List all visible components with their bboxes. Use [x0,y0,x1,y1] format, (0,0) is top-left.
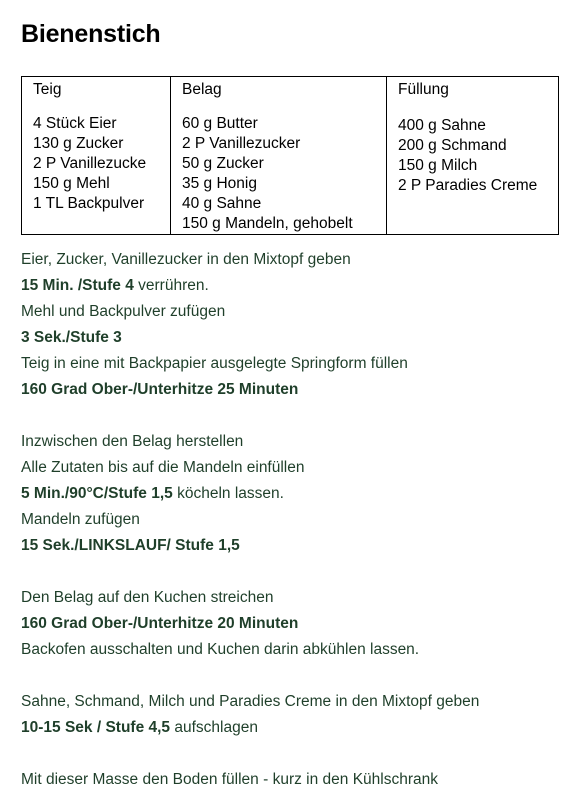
ingredient-item: 400 g Sahne [398,117,486,134]
column-belag [171,77,387,235]
table-row [22,77,559,235]
column-header: Teig [33,81,62,98]
step-line [21,611,561,637]
step-text: Mandeln zufügen [21,511,140,528]
ingredient-item: 2 P Paradies Creme [398,177,538,194]
column-teig [22,77,171,235]
ingredient-item: 150 g Mandeln, gehobelt [182,215,353,232]
ingredient-item: 4 Stück Eier [33,115,117,132]
step-text: Inzwischen den Belag herstellen [21,433,244,450]
ingredient-item: 40 g Sahne [182,195,262,212]
step-emphasis: 160 Grad Ober-/Unterhitze 20 Minuten [21,615,299,632]
step-text: Mit dieser Masse den Boden füllen - kurz in den Kühlschrank [21,771,438,788]
step-text: köcheln lassen. [172,485,284,502]
instructions [21,247,561,793]
step-line [21,273,561,299]
step-emphasis: 3 Sek./Stufe 3 [21,329,122,346]
ingredient-list [182,114,386,234]
step-line [21,325,561,351]
step-line [21,351,561,377]
ingredient-list [33,114,170,214]
ingredients-table [21,76,559,235]
recipe-title: Bienenstich [21,20,161,48]
step-emphasis: 10-15 Sek / Stufe 4,5 [21,719,171,736]
ingredient-item: 2 P Vanillezucker [182,135,301,152]
ingredient-item: 150 g Mehl [33,175,110,192]
step-emphasis: 5 Min./90°C/Stufe 1,5 [21,485,173,502]
step-text: Mehl und Backpulver zufügen [21,303,226,320]
column-header: Füllung [398,81,449,98]
paragraph-gap [21,403,561,429]
ingredient-item: 60 g Butter [182,115,258,132]
step-emphasis: 15 Sek./LINKSLAUF/ Stufe 1,5 [21,537,240,554]
ingredient-item: 35 g Honig [182,175,257,192]
step-line [21,507,561,533]
step-line [21,481,561,507]
step-line [21,429,561,455]
step-line [21,377,561,403]
step-text: Eier, Zucker, Vanillezucker in den Mixtopf geben [21,251,351,268]
step-line [21,637,561,663]
step-emphasis: 15 Min. /Stufe 4 [21,277,134,294]
step-text: Den Belag auf den Kuchen streichen [21,589,274,606]
column-fuellung [387,77,559,235]
ingredient-item: 200 g Schmand [398,137,507,154]
paragraph-gap [21,663,561,689]
step-text: Sahne, Schmand, Milch und Paradies Creme in den Mixtopf geben [21,693,480,710]
step-text: Teig in eine mit Backpapier ausgelegte Springform füllen [21,355,408,372]
ingredient-item: 2 P Vanillezucke [33,155,147,172]
step-text: Alle Zutaten bis auf die Mandeln einfüllen [21,459,305,476]
step-line [21,247,561,273]
ingredient-list [398,114,558,196]
ingredient-item: 1 TL Backpulver [33,195,145,212]
step-text: verrühren. [133,277,209,294]
step-text: aufschlagen [170,719,258,736]
step-line [21,299,561,325]
step-line [21,455,561,481]
column-header: Belag [182,81,222,98]
step-line [21,585,561,611]
step-line [21,533,561,559]
step-line [21,715,561,741]
ingredient-item: 130 g Zucker [33,135,124,152]
paragraph-gap [21,741,561,767]
paragraph-gap [21,559,561,585]
step-line [21,767,561,793]
step-emphasis: 160 Grad Ober-/Unterhitze 25 Minuten [21,381,299,398]
ingredient-item: 50 g Zucker [182,155,264,172]
ingredient-item: 150 g Milch [398,157,478,174]
step-line [21,689,561,715]
step-text: Backofen ausschalten und Kuchen darin abkühlen lassen. [21,641,420,658]
